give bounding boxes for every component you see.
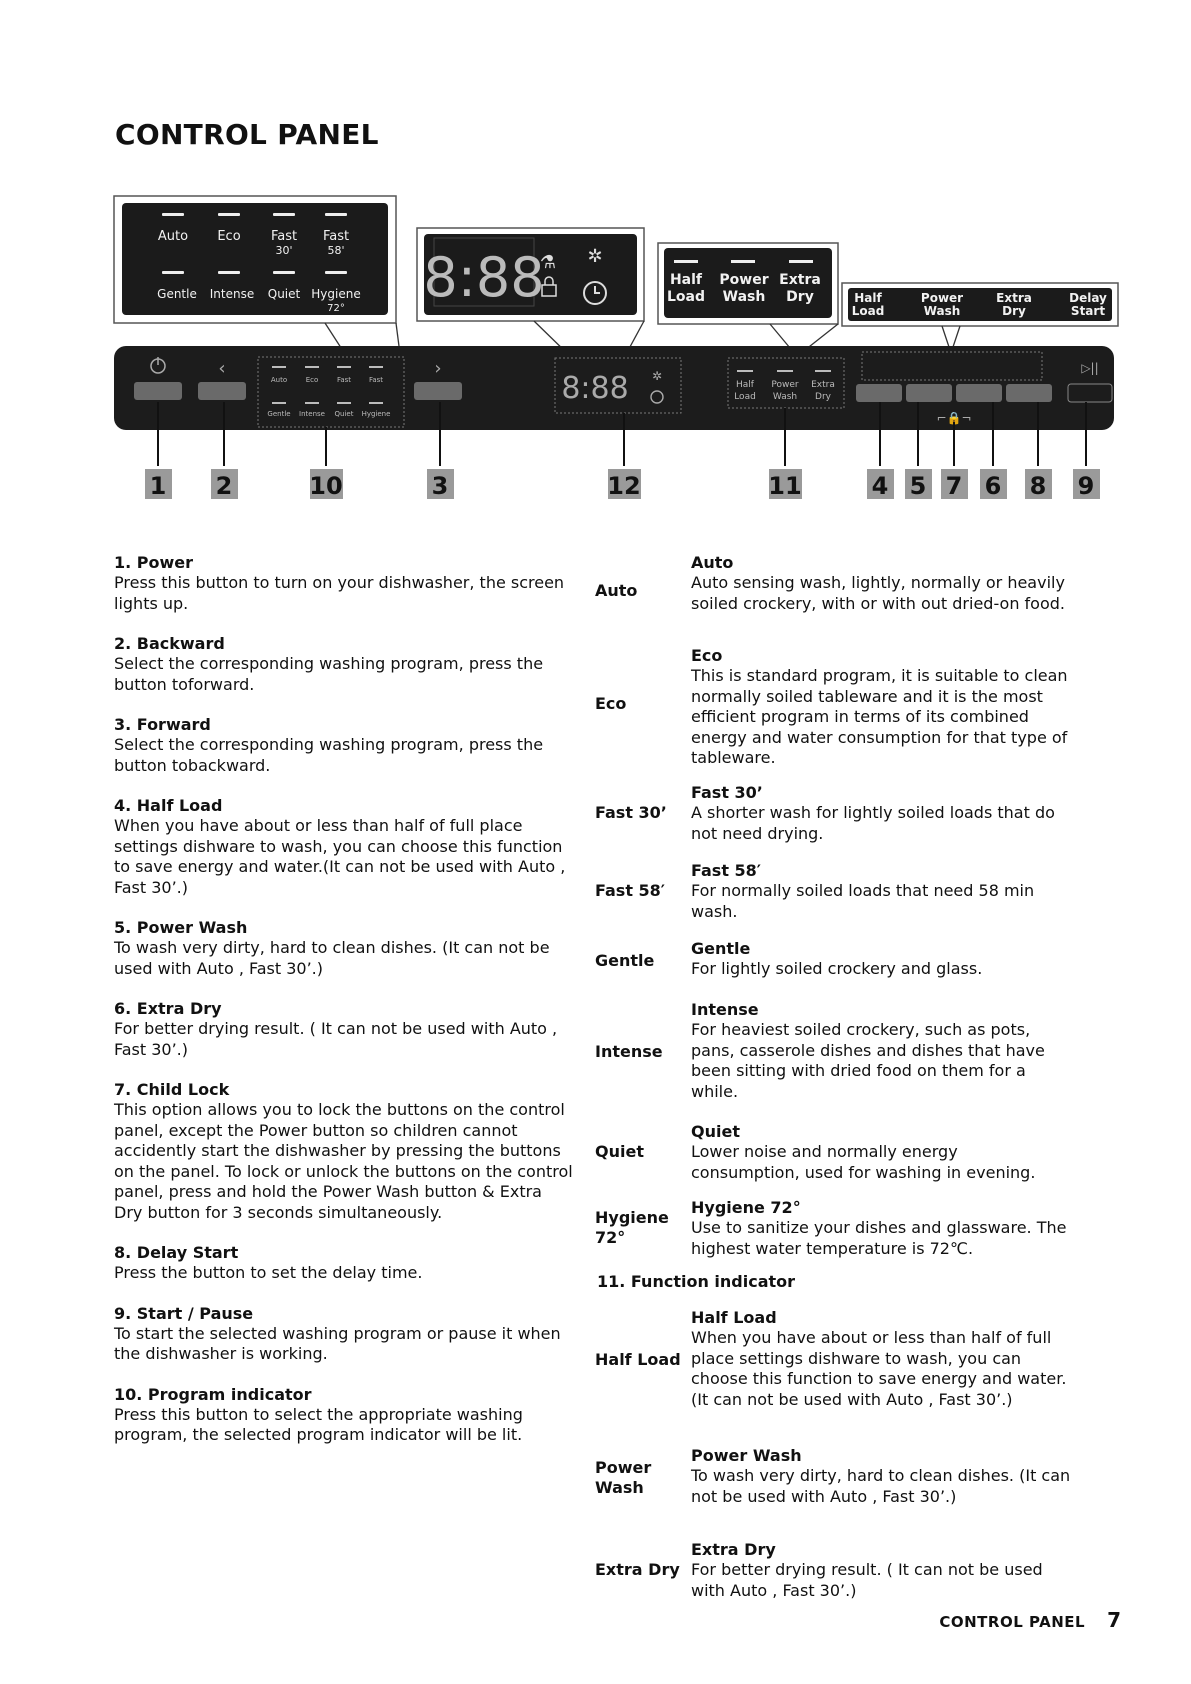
mini-prog-quiet: Quiet	[334, 410, 354, 418]
mini-prog-intense: Intense	[299, 410, 325, 418]
item-start-pause	[114, 1304, 574, 1365]
program-label: Gentle	[595, 951, 655, 970]
forward-button	[414, 382, 462, 400]
item-backward	[114, 634, 574, 695]
panel-prog-fast30-sub: 30'	[275, 244, 293, 257]
program-desc: For lightly soiled crockery and glass.	[691, 959, 983, 978]
mini-display-digits: 8:88	[561, 371, 629, 406]
mini-prog-gentle: Gentle	[267, 410, 291, 418]
power-button	[134, 382, 182, 400]
rinse-icon: ⚗	[539, 252, 557, 273]
panel-prog-fast58-sub: 58'	[327, 244, 345, 257]
opt-wash: Wash	[923, 304, 961, 318]
backward-button	[198, 382, 246, 400]
item-program-indicator	[114, 1385, 574, 1446]
opt-power: Power	[920, 291, 964, 305]
item-title: 5. Power Wash	[114, 918, 248, 937]
program-desc: When you have about or less than half of full place settings dishware to wash, you can choose this function to save energy and water.(It can not be used with Auto , Fast 30’.)	[691, 1328, 1067, 1409]
opt-dry: Dry	[1002, 304, 1026, 318]
item-desc: Select the corresponding washing program, press the button tobackward.	[114, 735, 544, 775]
mini-prog-auto: Auto	[270, 376, 288, 384]
delay-start-button	[1006, 384, 1052, 402]
callout-10: 10	[309, 472, 343, 500]
item-title: 7. Child Lock	[114, 1080, 230, 1099]
program-label: Quiet	[595, 1142, 644, 1161]
page-title: CONTROL PANEL	[115, 118, 379, 151]
panel-prog-gentle: Gentle	[157, 287, 197, 301]
item-power	[114, 553, 574, 614]
mini-fn-power: Power	[771, 380, 799, 390]
program-title: Extra Dry	[691, 1540, 776, 1559]
program-desc: A shorter wash for lightly soiled loads that do not need drying.	[691, 803, 1055, 843]
display-digits: 8:88	[423, 246, 545, 309]
panel-prog-auto: Auto	[157, 229, 189, 244]
mini-prog-fast30: Fast	[336, 376, 352, 384]
item-title: 9. Start / Pause	[114, 1303, 254, 1323]
panel-prog-quiet: Quiet	[267, 287, 301, 301]
item-power-wash	[114, 918, 574, 979]
program-title: Intense	[691, 1000, 759, 1019]
panel-prog-hygiene: Hygiene	[311, 287, 361, 301]
program-label: Eco	[595, 694, 627, 713]
callout-5: 5	[909, 472, 927, 500]
program-label: Fast 30’	[595, 803, 667, 822]
callout-11: 11	[768, 472, 802, 500]
item-forward	[114, 715, 574, 776]
mini-fn-half: Half	[736, 380, 754, 390]
item-title: 3. Forward	[114, 715, 211, 734]
program-label: Hygiene 72°	[595, 1208, 669, 1247]
fn-power: Power	[719, 272, 769, 288]
fn-wash: Wash	[722, 289, 766, 305]
item-delay-start	[114, 1243, 574, 1284]
program-title: Power Wash	[691, 1446, 802, 1465]
program-desc: For heaviest soiled crockery, such as pots, pans, casserole dishes and dishes that have been sitting with dried food on them for a while.	[691, 1020, 1045, 1101]
item-desc: Press this button to turn on your dishwasher, the screen lights up.	[114, 573, 565, 613]
program-label: Extra Dry	[595, 1560, 680, 1579]
program-title: Quiet	[691, 1122, 740, 1141]
item-title: 6. Extra Dry	[114, 999, 222, 1018]
program-title: Auto	[691, 553, 734, 572]
program-label: Power Wash	[595, 1458, 652, 1497]
program-desc: For better drying result. ( It can not be used with Auto , Fast 30’.)	[691, 1560, 1043, 1600]
program-label: Half Load	[595, 1350, 681, 1369]
salt-icon: ✲	[587, 246, 603, 267]
panel-prog-eco: Eco	[217, 229, 241, 244]
mini-fn-wash: Wash	[772, 392, 798, 402]
child-lock-icon: ⌐🔒¬	[936, 411, 972, 425]
program-desc: This is standard program, it is suitable to clean normally soiled tableware and it is the most efficient program in terms of its combined energy and water consumption for that type of tableware.	[691, 666, 1068, 767]
callout-3: 3	[431, 472, 449, 500]
fn-load: Load	[666, 289, 706, 305]
fn-half: Half	[669, 272, 703, 288]
callout-12: 12	[607, 472, 641, 500]
mini-fn-extra: Extra	[811, 380, 835, 390]
item-title: 2. Backward	[114, 634, 225, 653]
mini-salt-icon: ✲	[651, 369, 663, 383]
panel-prog-intense: Intense	[209, 287, 255, 301]
callout-7: 7	[945, 472, 963, 500]
back-chevron-icon: ‹	[218, 358, 226, 379]
mini-prog-fast58: Fast	[368, 376, 384, 384]
mini-prog-hygiene: Hygiene	[361, 410, 391, 418]
callout-2: 2	[215, 472, 233, 500]
footer-section-label: CONTROL PANEL	[939, 1613, 1086, 1631]
program-title: Hygiene 72°	[691, 1198, 801, 1217]
function-indicator-heading: 11. Function indicator	[597, 1272, 796, 1291]
program-label: Auto	[595, 581, 638, 600]
item-desc: To wash very dirty, hard to clean dishes. (It can not be used with Auto , Fast 30’.)	[114, 938, 550, 978]
item-desc: Press the button to set the delay time.	[114, 1263, 423, 1282]
button-descriptions	[114, 553, 574, 1466]
callout-6: 6	[984, 472, 1002, 500]
program-desc: Auto sensing wash, lightly, normally or heavily soiled crockery, with or with out dried-on food.	[691, 573, 1065, 613]
half-load-button	[856, 384, 902, 402]
opt-extra: Extra	[996, 291, 1032, 305]
opt-load: Load	[851, 304, 885, 318]
item-title: 8. Delay Start	[114, 1243, 239, 1262]
program-desc: Lower noise and normally energy consumption, used for washing in evening.	[691, 1142, 1036, 1182]
panel-prog-fast58: Fast	[322, 229, 350, 244]
program-desc: Use to sanitize your dishes and glassware. The highest water temperature is 72℃.	[691, 1218, 1067, 1258]
panel-prog-hygiene-sub: 72°	[327, 303, 345, 314]
program-title: Eco	[691, 646, 723, 665]
mini-prog-eco: Eco	[305, 376, 319, 384]
page-footer	[939, 1608, 1121, 1632]
opt-half: Half	[854, 291, 882, 305]
callout-9: 9	[1077, 472, 1095, 500]
item-desc: When you have about or less than half of full place settings dishware to wash, you can choose this function to save energy and water.(It can not be used with Auto , Fast 30’.)	[114, 816, 566, 897]
program-label: Intense	[595, 1042, 663, 1061]
item-desc: Press this button to select the appropriate washing program, the selected program indicator will be lit.	[114, 1404, 523, 1444]
control-panel-diagram	[0, 0, 1191, 520]
item-child-lock	[114, 1080, 574, 1223]
start-pause-icon: ▷||	[1081, 361, 1099, 375]
program-title: Fast 30’	[691, 783, 763, 802]
program-title: Fast 58′	[691, 861, 762, 880]
program-title: Half Load	[691, 1308, 777, 1327]
callout-1: 1	[149, 472, 167, 500]
mini-fn-dry: Dry	[815, 392, 831, 402]
item-desc: This option allows you to lock the buttons on the control panel, except the Power button so children cannot accidently start the dishwasher by pressing the buttons on the panel. To lock or unlock the buttons on the control panel, press and hold the Power Wash button & Extra Dry button for 3 seconds simultaneously.	[114, 1100, 573, 1222]
program-label: Fast 58′	[595, 881, 666, 900]
forward-chevron-icon: ›	[434, 358, 442, 379]
mini-fn-load: Load	[734, 392, 756, 402]
power-wash-button	[906, 384, 952, 402]
opt-start: Start	[1070, 304, 1106, 318]
item-title: 4. Half Load	[114, 796, 223, 815]
item-half-load	[114, 796, 574, 898]
page-number: 7	[1107, 1608, 1121, 1632]
fn-dry: Dry	[786, 289, 814, 305]
program-title: Gentle	[691, 939, 751, 958]
item-extra-dry	[114, 999, 574, 1060]
item-title: 10. Program indicator	[114, 1384, 312, 1404]
fn-extra: Extra	[779, 272, 821, 288]
item-desc: To start the selected washing program or pause it when the dishwasher is working.	[114, 1323, 561, 1363]
item-title: 1. Power	[114, 553, 194, 572]
callout-8: 8	[1029, 472, 1047, 500]
item-desc: For better drying result. ( It can not be used with Auto , Fast 30’.)	[114, 1019, 558, 1059]
program-desc: To wash very dirty, hard to clean dishes. (It can not be used with Auto , Fast 30’.)	[691, 1466, 1071, 1506]
callout-4: 4	[871, 472, 889, 500]
panel-prog-fast30: Fast	[270, 229, 298, 244]
program-desc: For normally soiled loads that need 58 min wash.	[691, 881, 1035, 921]
item-desc: Select the corresponding washing program, press the button toforward.	[114, 654, 544, 694]
opt-delay: Delay	[1069, 291, 1107, 305]
extra-dry-button	[956, 384, 1002, 402]
